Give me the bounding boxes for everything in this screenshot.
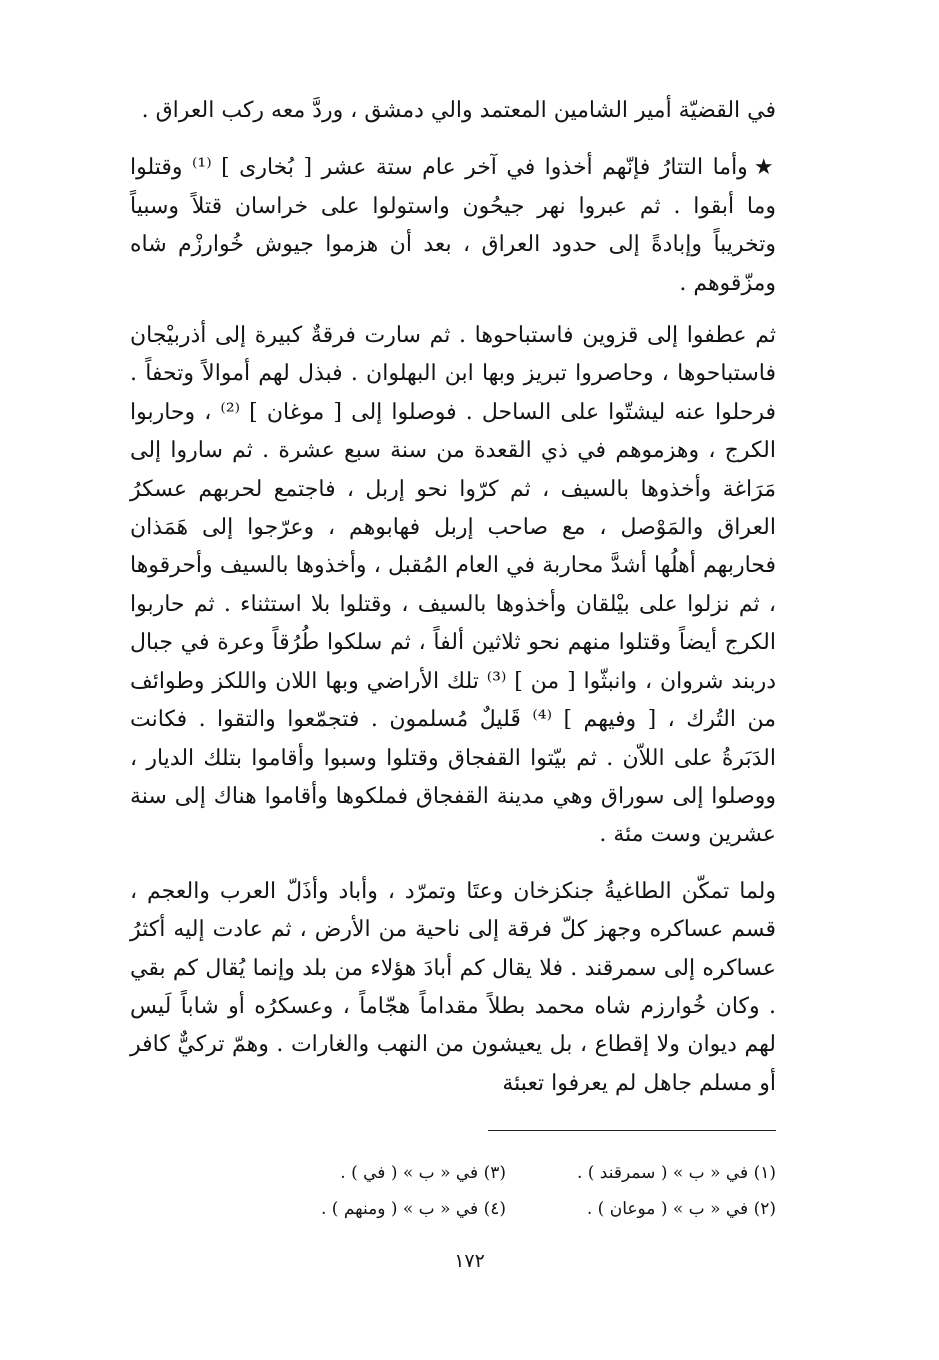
paragraph-4: ولما تمكّن الطاغيةُ جنكزخان وعتَا وتمرّد ، وأباد وأذَلّ العرب والعجم ، قسم عساكره وجهز كلّ فرقة إلى ناحية من الأرض ، ثم عادت إليه أكثرُ عساكره إلى سمرقند . فلا يقال كم أبادَ هؤلاء من بلد وإنما يُقال كم بقي . وكان خُوارزم شاه محمد بطلاً مقداماً هجّاماً ، وعسكرُه أو شاباً لَيس لهم ديوان ولا إقطاع ، بل يعيشون من النهب والغارات . وهمّ تركيٌّ كافر أو مسلم جاهل لم يعرفوا تعبئة [130, 878, 776, 1096]
footnote-2: (٢) في « ب » ( موعان ) . [586, 1199, 776, 1219]
page-number: ١٧٢ [454, 1250, 485, 1272]
paragraph-3: ثم عطفوا إلى قزوين فاستباحوها . ثم سارت فرقةٌ كبيرة إلى أذربيْجان فاستباحوها ، وحاصروا تبريز وبها ابن البهلوان . فبذل لهم أموالاً وتحفاً . فرحلوا عنه ليشتّوا على الساحل . فوصلوا إلى [ موغان ] ⁽²⁾ ، وحاربوا الكرج ، وهزموهم في ذي القعدة من سنة سبع عشرة . ثم ساروا إلى مَرَاغة وأخذوها بالسيف ، ثم كرّوا نحو إربل ، فاجتمع لحربهم عسكرُ العراق والمَوْصل ، مع صاحب إربل فهابوهم ، وعرّجوا إلى هَمَذان فحاربهم أهلُها أشدَّ محاربة في العام المُقبل ، وأخذوها بالسيف وأحرقوها ، ثم نزلوا على بيْلقان وأخذوها بالسيف ، وقتلوا بلا استثناء . ثم حاربوا الكرج أيضاً وقتلوا منهم نحو ثلاثين ألفاً ، ثم سلكوا طُرُقاً وعرة في جبال دربند شروان ، وانبثّوا [ من ] ⁽³⁾ تلك الأراضي وبها اللان واللكز وطوائف من التُرك ، [ وفيهم ] ⁽⁴⁾ قَليلٌ مُسلمون . فتجمّعوا والتقوا . فكانت الدَبَرةُ على اللاّن . ثم بيّتوا القفجاق وقتلوا وسبوا وأقاموا بتلك الديار ، ووصلوا إلى سوراق وهي مدينة القفجاق فملكوها وأقاموا هناك إلى سنة عشرين وست مئة . [130, 323, 776, 848]
footnote-4: (٤) في « ب » ( ومنهم ) . [320, 1199, 506, 1219]
footnotes [236, 1160, 776, 1222]
footnote-1: (١) في « ب » ( سمرقند ) . [576, 1163, 776, 1183]
page-body [130, 92, 776, 1103]
footnote-3: (٣) في « ب » ( في ) . [340, 1163, 506, 1183]
paragraph-2-text: وأما التتارُ فإنّهم أخذوا في آخر عام ستة عشر [ بُخارى ] ⁽¹⁾ وقتلوا وما أبقوا . ثم عبروا نهر جيحُون واستولوا على خراسان قتلاً وسبياً وتخريباً وإبادةً إلى حدود العراق ، بعد أن هزموا جيوش خُوارزْم شاه ومزّقوهم . [130, 155, 776, 296]
paragraph-2 [130, 149, 776, 303]
paragraph-1: في القضيّة أمير الشامين المعتمد والي دمشق ، وردَّ معه ركب العراق . [141, 98, 776, 123]
star-icon: ★ [753, 155, 776, 181]
footnote-divider [488, 1130, 776, 1131]
